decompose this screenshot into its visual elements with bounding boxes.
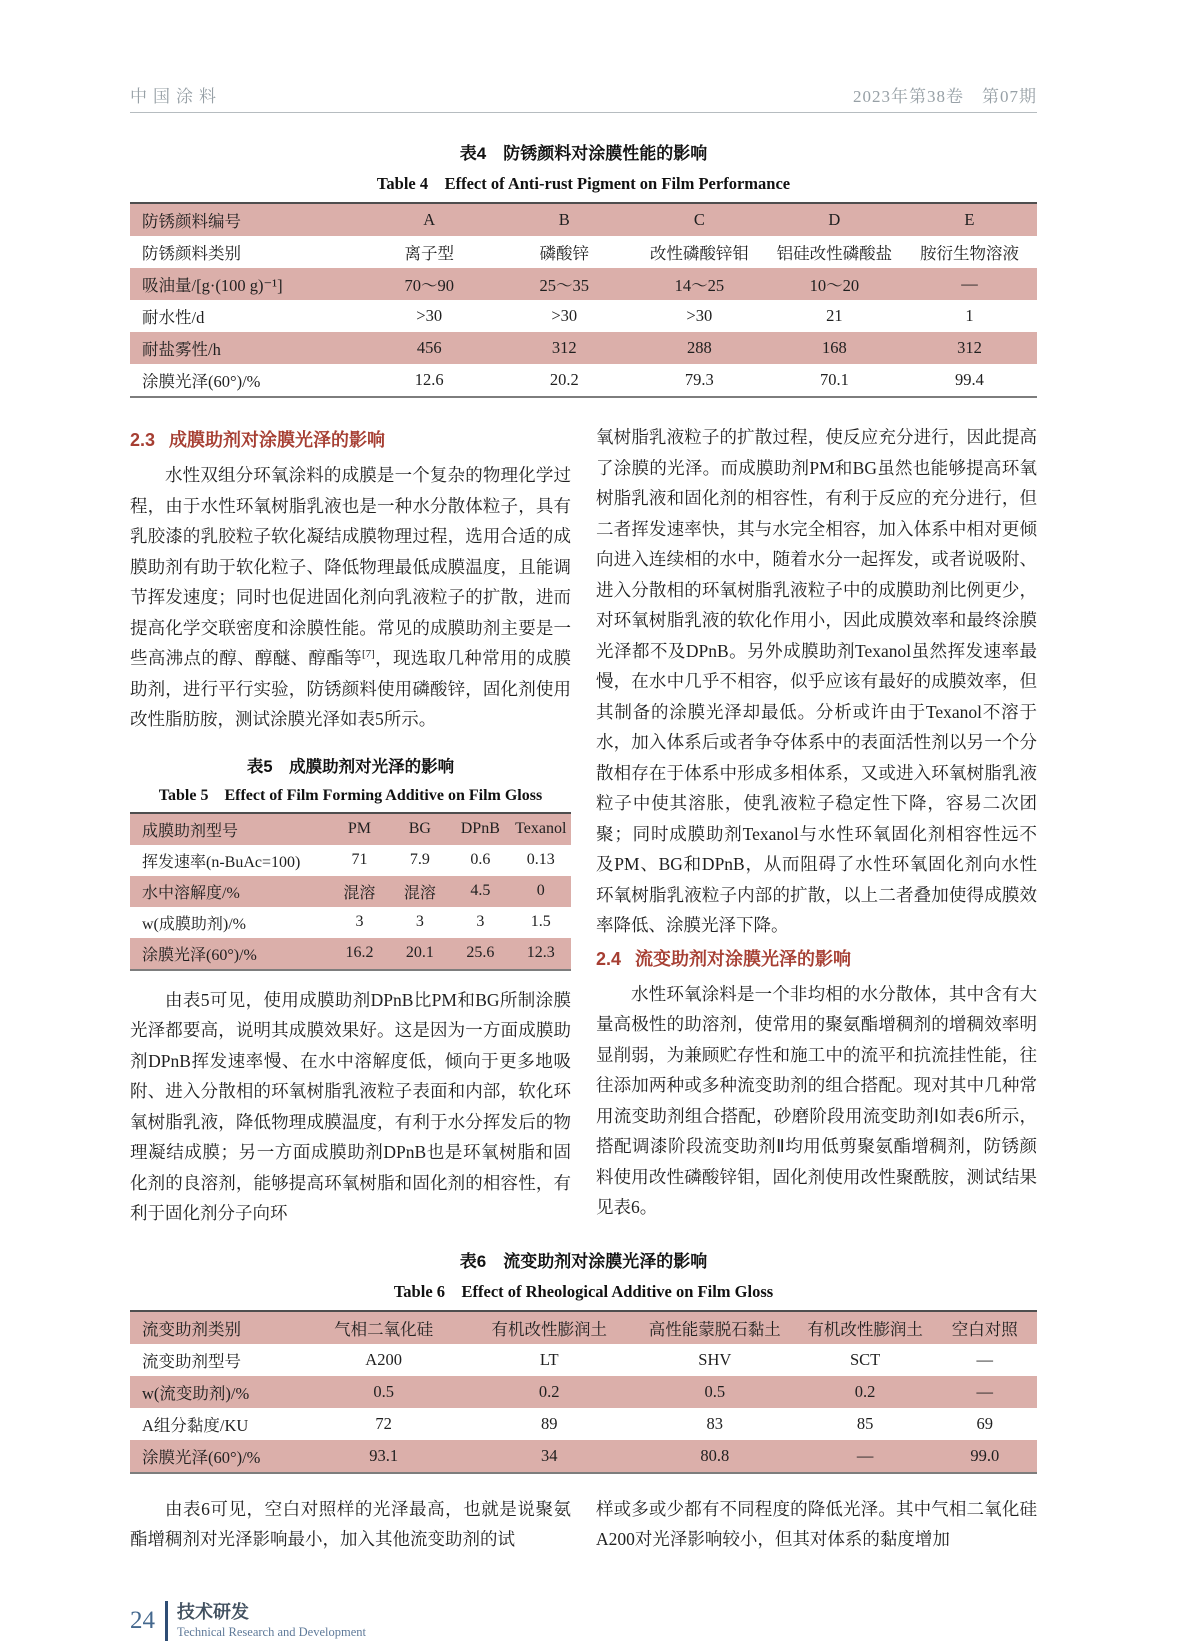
page-number: 24 xyxy=(130,1606,155,1634)
row-label: 水中溶解度/% xyxy=(142,884,240,902)
table-cell: 混溶 xyxy=(343,884,376,902)
table-row xyxy=(130,236,1037,268)
table-row xyxy=(130,203,1037,236)
row-label: 防锈颜料编号 xyxy=(142,212,241,231)
row-label: w(流变助剂)/% xyxy=(142,1383,250,1403)
table-cell: 铝硅改性磷酸盐 xyxy=(776,244,893,263)
table-cell: BG xyxy=(408,820,431,837)
table-cell: 99.0 xyxy=(970,1445,1000,1465)
table-cell: DPnB xyxy=(460,820,500,837)
table-cell: 改性磷酸锌钼 xyxy=(649,244,749,263)
row-label: 涂膜光泽(60°)/% xyxy=(142,1447,261,1467)
row-label: w(成膜助剂)/% xyxy=(142,915,246,933)
table-cell: 4.5 xyxy=(470,882,491,899)
table5-title-en: Table 5 Effect of Film Forming Additive on Film Gloss xyxy=(158,786,543,804)
right-column xyxy=(596,422,1037,1229)
row-label: 涂膜光泽(60°)/% xyxy=(142,372,261,391)
table-cell: 7.9 xyxy=(409,851,430,868)
bottom-left-column xyxy=(130,1494,571,1555)
row-label: 防锈颜料类别 xyxy=(142,244,241,263)
table-cell: — xyxy=(976,1349,994,1369)
table-cell: 69 xyxy=(976,1413,994,1433)
table-row xyxy=(130,1440,1037,1473)
table-cell: 空白对照 xyxy=(951,1319,1018,1339)
table-cell: 0.5 xyxy=(704,1381,726,1401)
section-2-4-title: 流变助剂对涂膜光泽的影响 xyxy=(635,948,852,969)
table-cell: 312 xyxy=(551,338,577,357)
row-label: 流变助剂类别 xyxy=(142,1319,241,1339)
row-label: 耐水性/d xyxy=(142,308,205,327)
table-cell: 99.4 xyxy=(955,370,984,389)
table-row xyxy=(130,813,571,845)
table-cell: 80.8 xyxy=(700,1445,730,1465)
table-cell: 89 xyxy=(540,1413,558,1433)
table-cell: 12.6 xyxy=(414,370,444,389)
table6 xyxy=(130,1310,1037,1474)
table-cell: 85 xyxy=(856,1413,874,1433)
table-row xyxy=(130,1311,1037,1344)
table-cell: A200 xyxy=(365,1349,402,1369)
table-cell: 456 xyxy=(416,338,442,357)
table6-title-zh: 表6 流变助剂对涂膜光泽的影响 xyxy=(459,1251,708,1271)
page-footer xyxy=(130,1601,1187,1641)
table-cell: 14～25 xyxy=(674,276,725,295)
reference-7-marker: [7] xyxy=(361,648,375,661)
table-cell: 71 xyxy=(351,851,368,868)
section-2-3-number: 2.3 xyxy=(130,430,156,450)
table-cell: 0.2 xyxy=(854,1381,876,1401)
table-cell: 70～90 xyxy=(404,276,454,295)
table-cell: PM xyxy=(347,820,371,837)
table-cell: LT xyxy=(539,1349,559,1369)
table-cell: 70.1 xyxy=(819,370,849,389)
table-cell: 168 xyxy=(822,338,847,357)
table-row xyxy=(130,1408,1037,1440)
table-cell: 离子型 xyxy=(404,244,454,263)
table-cell: E xyxy=(964,210,975,229)
table-cell: 20.2 xyxy=(549,370,579,389)
journal-name: 中国涂料 xyxy=(130,87,222,106)
table-cell: — xyxy=(961,274,978,293)
section-2-4-heading xyxy=(596,945,1037,971)
table-cell: SCT xyxy=(849,1349,881,1369)
table4-title-zh: 表4 防锈颜料对涂膜性能的影响 xyxy=(459,144,708,163)
table5-block xyxy=(130,753,571,971)
table-cell: 0 xyxy=(536,882,545,899)
table-cell: Texanol xyxy=(515,820,567,837)
left-column xyxy=(130,422,571,1229)
section-2-3-title: 成膜助剂对涂膜光泽的影响 xyxy=(169,430,386,450)
table-cell: 25～35 xyxy=(539,276,590,295)
table-cell: — xyxy=(856,1445,874,1465)
table-cell: 34 xyxy=(540,1445,558,1465)
section-2-4-paragraph: 水性环氧涂料是一个非均相的水分散体，其中含有大量高极性的助溶剂，使常用的聚氨酯增稠剂的增稠效率明显削弱，为兼顾贮存性和施工中的流平和抗流挂性能，往往添加两种或多种流变助剂的组合搭配。现对其中几种常用流变助剂组合搭配，砂磨阶段用流变助剂Ⅰ如表6所示，搭配调漆阶段流变助剂Ⅱ均用低剪聚氨酯增稠剂，防锈颜料使用改性磷酸锌钼，固化剂使用改性聚酰胺，测试结果见表6。 xyxy=(596,983,1037,1217)
table-cell: 气相二氧化硅 xyxy=(334,1319,434,1339)
table-row xyxy=(130,300,1037,332)
table-cell: 3 xyxy=(476,913,485,930)
table-row xyxy=(130,845,571,876)
continuation-paragraph: 氧树脂乳液粒子的扩散过程，使反应充分进行，因此提高了涂膜的光泽。而成膜助剂PM和BG虽然也能够提高环氧树脂乳液和固化剂的相容性，有利于反应的充分进行，但二者挥发速率快，其与水完全相容，加入体系中相对更倾向进入连续相的水中，随着水分一起挥发，或者说吸附、进入分散相的环氧树脂乳液粒子中的成膜助剂比例更少，对环氧树脂乳液的软化作用小，因此成膜效率和最终涂膜光泽都不及DPnB。另外成膜助剂Texanol虽然挥发速率最慢，在水中几乎不相容，似乎应该有最好的成膜效率，但其制备的涂膜光泽却最低。分析或许由于Texanol不溶于水，加入体系后或者争夺体系中的表面活性剂以另一个分散相存在于体系中形成多相体系，又或进入环氧树脂乳液粒子中使其溶胀，使乳液粒子稳定性下降，容易二次团聚；同时成膜助剂Texanol与水性环氧固化剂相容性远不及PM、BG和DPnB，从而阻碍了水性环氧固化剂向水性环氧树脂乳液粒子内部的扩散，以上二者叠加使得成膜效率降低、涂膜光泽下降。 xyxy=(596,427,1037,935)
section-2-3-heading xyxy=(130,426,571,452)
table-cell: 3 xyxy=(355,913,364,930)
table-cell: 93.1 xyxy=(369,1445,399,1465)
table6-discussion-right: 样或多或少都有不同程度的降低光泽。其中气相二氧化硅A200对光泽影响较小，但其对体系的黏度增加 xyxy=(596,1498,1037,1549)
table-cell: SHV xyxy=(698,1349,732,1369)
table-cell: 磷酸锌 xyxy=(539,244,590,263)
paragraph-text: 水性双组分环氧涂料的成膜是一个复杂的物理化学过程，由于水性环氧树脂乳液也是一种水分散体粒子，具有乳胶漆的乳胶粒子软化凝结成膜物理过程，选用合适的成膜助剂有助于软化粒子、降低物理最低成膜温度，且能调节挥发速度；同时也促进固化剂向乳液粒子的扩散，进而提高化学交联密度和涂膜性能。常见的成膜助剂主要是一些高沸点的醇、醇醚、醇酯等 xyxy=(130,465,571,668)
table-row xyxy=(130,938,571,970)
table-cell: 0.6 xyxy=(470,851,491,868)
table-cell: 胺衍生物溶液 xyxy=(919,244,1019,263)
table-cell: 0.2 xyxy=(538,1381,560,1401)
bottom-columns xyxy=(130,1494,1037,1555)
table6-discussion-left: 由表6可见，空白对照样的光泽最高，也就是说聚氨酯增稠剂对光泽影响最小，加入其他流变助剂的试 xyxy=(130,1498,571,1549)
section-2-4-number: 2.4 xyxy=(596,948,622,969)
table-cell: D xyxy=(828,210,841,229)
journal-issue: 2023年第38卷 第07期 xyxy=(853,87,1037,106)
table-row xyxy=(130,876,571,907)
footer-section-en: Technical Research and Development xyxy=(177,1624,366,1639)
bottom-right-column xyxy=(596,1494,1037,1555)
footer-section-zh: 技术研发 xyxy=(177,1601,249,1622)
table-cell: >30 xyxy=(551,306,578,325)
table-cell: 0.13 xyxy=(526,851,555,868)
table4 xyxy=(130,202,1037,398)
table-cell: 混溶 xyxy=(403,884,436,902)
row-label: 涂膜光泽(60°)/% xyxy=(142,946,257,964)
table5-discussion-paragraph: 由表5可见，使用成膜助剂DPnB比PM和BG所制涂膜光泽都要高，说明其成膜效果好。这是因为一方面成膜助剂DPnB挥发速率慢、在水中溶解度低，倾向于更多地吸附、进入分散相的环氧树脂乳液粒子表面和内部，软化环氧树脂乳液，降低物理成膜温度，有利于水分挥发后的物理凝结成膜；另一方面成膜助剂DPnB也是环氧树脂和固化剂的良溶剂，能够提高环氧树脂和固化剂的相容性，有利于固化剂分子向环 xyxy=(130,989,571,1223)
table-cell: 0.5 xyxy=(373,1381,394,1401)
row-label: A组分黏度/KU xyxy=(142,1415,249,1435)
table-row xyxy=(130,1376,1037,1408)
journal-header xyxy=(130,0,1037,113)
row-label: 成膜助剂型号 xyxy=(142,822,239,840)
table-cell: A xyxy=(423,210,436,229)
table-cell: 72 xyxy=(375,1413,392,1433)
table-cell: 83 xyxy=(706,1413,724,1433)
table-cell: B xyxy=(558,210,570,229)
table-cell: 12.3 xyxy=(526,944,555,961)
table-row xyxy=(130,364,1037,397)
table-cell: 3 xyxy=(415,913,424,930)
table4-block xyxy=(130,139,1037,398)
section-2-3-paragraph xyxy=(130,460,571,735)
table-cell: 10～20 xyxy=(809,276,860,295)
row-label: 流变助剂型号 xyxy=(142,1351,241,1371)
row-label: 吸油量/[g·(100 g)⁻¹] xyxy=(142,276,283,295)
table-row xyxy=(130,1344,1037,1376)
table-cell: 有机改性膨润土 xyxy=(807,1319,923,1339)
table-cell: 21 xyxy=(826,306,843,325)
table-cell: 1 xyxy=(965,306,974,325)
table-cell: >30 xyxy=(416,306,443,325)
table-cell: 20.1 xyxy=(405,944,434,961)
table-cell: 288 xyxy=(686,338,712,357)
table6-block xyxy=(130,1247,1037,1474)
table-cell: — xyxy=(976,1381,994,1401)
table5 xyxy=(130,812,571,971)
table-cell: 1.5 xyxy=(530,913,551,930)
table-row xyxy=(130,332,1037,364)
table-cell: >30 xyxy=(686,306,713,325)
table4-title-en: Table 4 Effect of Anti-rust Pigment on Film Performance xyxy=(376,174,791,193)
table-cell: 25.6 xyxy=(466,944,495,961)
body-columns xyxy=(130,422,1037,1229)
row-label: 挥发速率(n-BuAc=100) xyxy=(142,853,301,871)
row-label: 耐盐雾性/h xyxy=(142,340,221,359)
table-cell: 高性能蒙脱石黏土 xyxy=(648,1319,781,1339)
table-cell: 312 xyxy=(957,338,982,357)
table-cell: C xyxy=(693,210,705,229)
footer-divider-bar xyxy=(165,1601,168,1641)
table-cell: 79.3 xyxy=(684,370,714,389)
table-row xyxy=(130,907,571,938)
table-cell: 有机改性膨润土 xyxy=(491,1319,607,1339)
table6-title-en: Table 6 Effect of Rheological Additive on Film Gloss xyxy=(393,1281,774,1301)
paragraph-text: ，现选取几种常用的成膜助剂，进行平行实验，防锈颜料使用磷酸锌，固化剂使用改性脂肪胺，测试涂膜光泽如表5所示。 xyxy=(130,648,572,729)
table-row xyxy=(130,268,1037,300)
table-cell: 16.2 xyxy=(345,944,374,961)
table5-title-zh: 表5 成膜助剂对光泽的影响 xyxy=(246,757,455,776)
footer-section-titles xyxy=(177,1602,366,1640)
